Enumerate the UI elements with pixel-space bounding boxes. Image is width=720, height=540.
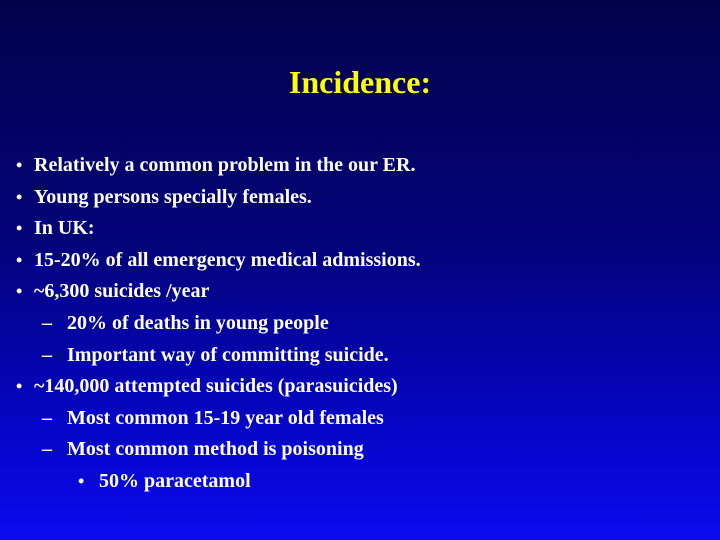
sub-bullet-text: Most common 15-19 year old females <box>67 406 384 429</box>
dash-marker: – <box>42 311 52 334</box>
sub-bullet-item <box>0 340 720 372</box>
slide-title: Incidence: <box>288 64 432 100</box>
bullet-item <box>0 213 720 245</box>
sub-bullet-text: 20% of deaths in young people <box>67 311 329 334</box>
bullet-text: ~6,300 suicides /year <box>34 280 210 303</box>
bullet-item <box>0 276 720 308</box>
dash-marker: – <box>42 438 52 461</box>
sub-bullet-item <box>0 403 720 435</box>
sub-bullet-item <box>0 434 720 466</box>
bullet-text: 15-20% of all emergency medical admissions. <box>34 248 421 271</box>
bullet-marker: • <box>16 281 23 302</box>
dash-marker: – <box>42 406 52 429</box>
sub-sub-bullet-text: 50% paracetamol <box>99 469 251 492</box>
dash-marker: – <box>42 343 52 366</box>
bullet-item <box>0 150 720 182</box>
sub-bullet-item <box>0 308 720 340</box>
bullet-item <box>0 371 720 403</box>
bullet-item <box>0 182 720 214</box>
bullet-marker: • <box>16 155 23 175</box>
bullet-marker: • <box>78 470 85 491</box>
bullet-text: Young persons specially females. <box>34 185 312 208</box>
sub-bullet-text: Most common method is poisoning <box>67 438 364 461</box>
bullet-marker: • <box>16 218 23 239</box>
sub-sub-bullet-item <box>0 466 720 498</box>
bullet-item <box>0 245 720 277</box>
bullet-marker: • <box>16 186 23 207</box>
sub-bullet-text: Important way of committing suicide. <box>67 343 389 366</box>
bullet-marker: • <box>16 249 23 270</box>
bullet-text: Relatively a common problem in the our ER. <box>34 154 416 176</box>
bullet-list <box>0 150 720 498</box>
bullet-text: ~140,000 attempted suicides (parasuicides) <box>34 375 398 398</box>
bullet-marker: • <box>16 376 23 397</box>
bullet-text: In UK: <box>34 217 95 240</box>
